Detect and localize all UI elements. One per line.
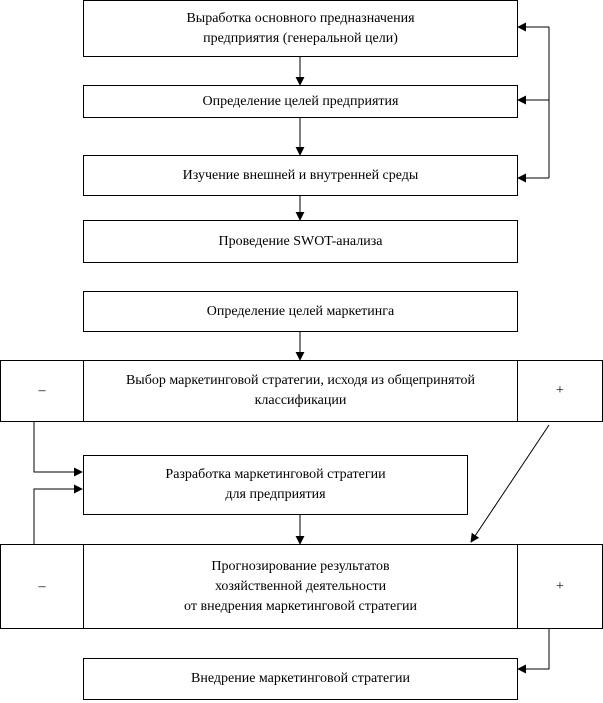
step-strategy-implementation-label: Внедрение маркетинговой стратегии bbox=[191, 671, 410, 686]
step-strategy-choice-line2: классификации bbox=[254, 393, 347, 408]
step-environment-study-label: Изучение внешней и внутренней среды bbox=[182, 167, 419, 183]
step-forecast bbox=[83, 544, 518, 629]
step-strategy-choice-line1: Выбор маркетинговой стратегии, исходя из общепринятой bbox=[125, 373, 476, 388]
step-strategy-choice bbox=[83, 360, 518, 422]
minus-cell-forecast bbox=[0, 544, 84, 629]
step-forecast-line2: хозяйственной деятельности bbox=[214, 578, 387, 594]
plus-cell-forecast bbox=[517, 544, 603, 629]
plus-diagonal bbox=[471, 425, 549, 542]
plus-cell-strategy-choice bbox=[517, 360, 603, 422]
minus-branch-s6 bbox=[34, 422, 82, 472]
step-swot-analysis bbox=[83, 220, 518, 263]
step-general-goal-line2: предприятия (генеральной цели) bbox=[203, 30, 398, 46]
step-strategy-development-line2: для предприятия bbox=[225, 487, 326, 502]
step-swot-analysis-label: Проведение SWOT-анализа bbox=[218, 233, 383, 249]
minus-sign-strategy-choice: – bbox=[38, 383, 46, 398]
minus-branch-s8 bbox=[34, 489, 82, 544]
step-marketing-goals bbox=[83, 291, 518, 332]
plus-sign-forecast: + bbox=[556, 578, 564, 594]
step-strategy-implementation bbox=[83, 658, 518, 700]
step-enterprise-goals bbox=[83, 85, 518, 118]
step-general-goal bbox=[83, 0, 518, 57]
step-marketing-goals-label: Определение целей маркетинга bbox=[206, 303, 395, 319]
minus-sign-forecast: – bbox=[38, 578, 46, 594]
step-general-goal-line1: Выработка основного предназначения bbox=[186, 10, 415, 26]
step-environment-study bbox=[83, 155, 518, 196]
step-forecast-line3: от внедрения маркетинговой стратегии bbox=[184, 598, 417, 614]
step-strategy-development-line1: Разработка маркетинговой стратегии bbox=[165, 467, 386, 482]
step-forecast-line1: Прогнозирование результатов bbox=[211, 558, 390, 574]
step-strategy-development bbox=[83, 455, 468, 515]
step-enterprise-goals-label: Определение целей предприятия bbox=[202, 93, 399, 109]
plus-sign-strategy-choice: + bbox=[556, 383, 564, 398]
minus-cell-strategy-choice bbox=[0, 360, 84, 422]
plus-branch-s8 bbox=[518, 628, 549, 669]
